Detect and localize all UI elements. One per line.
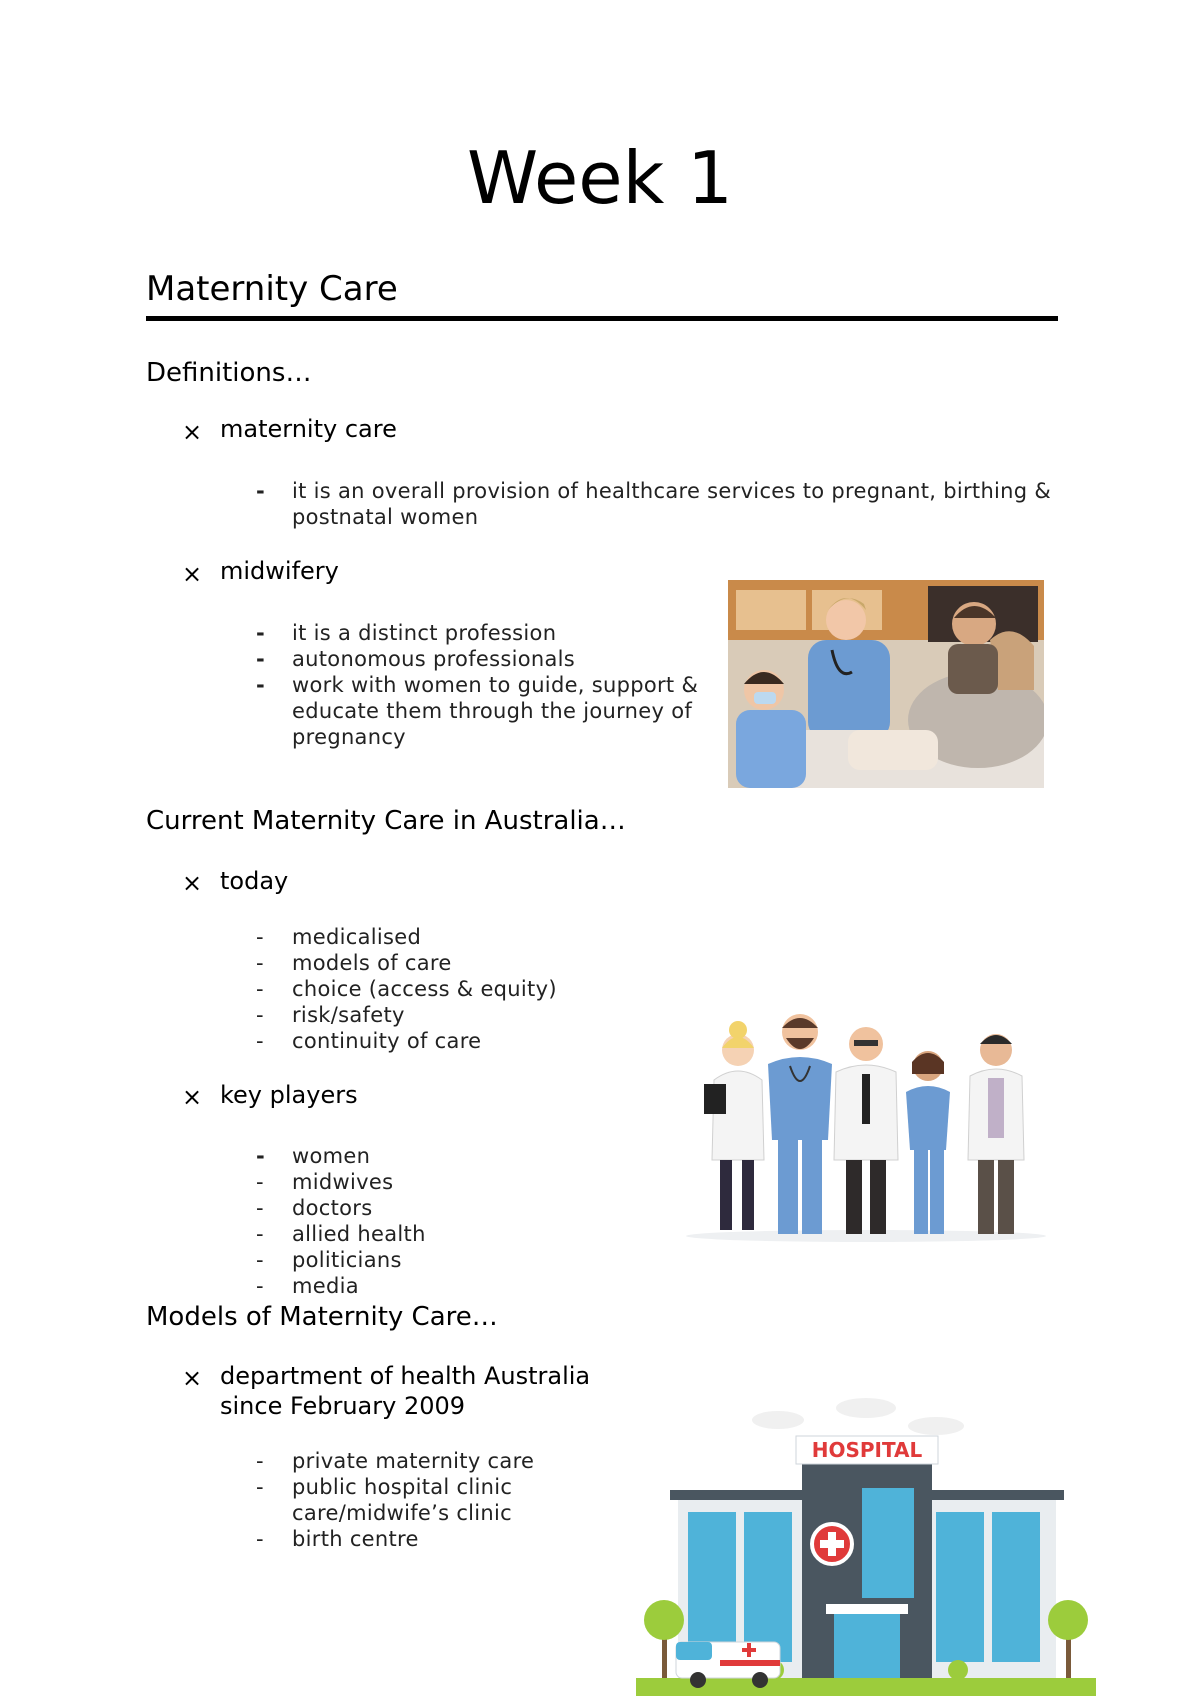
list-item: - models of care bbox=[256, 951, 452, 975]
birth-scene-image bbox=[728, 580, 1044, 788]
section-divider bbox=[146, 316, 1058, 321]
midwifery-list bbox=[256, 620, 716, 750]
list-item: - media bbox=[256, 1274, 359, 1298]
current-care-heading: Current Maternity Care in Australia… bbox=[146, 806, 626, 836]
hospital-image bbox=[636, 1378, 1096, 1696]
page-title: Week 1 bbox=[467, 136, 733, 220]
definitions-heading: Definitions… bbox=[146, 358, 312, 388]
topic-department-of-health: department of health Australia since February 2009 bbox=[220, 1362, 591, 1420]
dash-bullet: - bbox=[256, 479, 266, 503]
key-players-list bbox=[256, 1143, 716, 1299]
topic-today: today bbox=[220, 867, 289, 895]
list-item: - continuity of care bbox=[256, 1029, 482, 1053]
topic-midwifery: midwifery bbox=[220, 557, 339, 585]
list-item: - private maternity care bbox=[256, 1449, 535, 1473]
cross-bullet-icon: × bbox=[182, 869, 203, 897]
list-item: - autonomous professionals bbox=[256, 647, 576, 671]
hospital-sign-text: HOSPITAL bbox=[811, 1438, 923, 1462]
list-item: - choice (access & equity) bbox=[256, 977, 557, 1001]
list-item: - medicalised bbox=[256, 925, 422, 949]
topic-key-players: key players bbox=[220, 1081, 358, 1109]
today-list bbox=[256, 924, 716, 1054]
list-item: - doctors bbox=[256, 1196, 373, 1220]
section-title: Maternity Care bbox=[146, 269, 398, 309]
cross-bullet-icon: × bbox=[182, 418, 203, 446]
topic-maternity-care: maternity care bbox=[220, 415, 397, 443]
list-item: - birth centre bbox=[256, 1527, 419, 1551]
medical-team-image bbox=[680, 1000, 1052, 1245]
hospital-illustration bbox=[636, 1378, 1096, 1696]
list-item: - it is an overall provision of healthcare services to pregnant, birthing & postnatal women bbox=[256, 479, 1052, 529]
birth-scene-illustration bbox=[728, 580, 1044, 788]
models-list bbox=[256, 1448, 556, 1552]
list-item: - politicians bbox=[256, 1248, 402, 1272]
models-heading: Models of Maternity Care… bbox=[146, 1302, 498, 1332]
maternity-care-list bbox=[256, 478, 1076, 530]
list-item: - midwives bbox=[256, 1170, 394, 1194]
list-item: - allied health bbox=[256, 1222, 426, 1246]
cross-bullet-icon: × bbox=[182, 1083, 203, 1111]
list-item: - risk/safety bbox=[256, 1003, 405, 1027]
medical-team-illustration bbox=[680, 1000, 1052, 1245]
list-item: - work with women to guide, support & educate them through the journey of pregnancy bbox=[256, 673, 699, 749]
cross-bullet-icon: × bbox=[182, 1364, 203, 1392]
list-item: - public hospital clinic care/midwife’s clinic bbox=[256, 1475, 513, 1525]
cross-bullet-icon: × bbox=[182, 560, 203, 588]
list-item: - it is a distinct profession bbox=[256, 621, 557, 645]
list-item: - women bbox=[256, 1144, 371, 1168]
